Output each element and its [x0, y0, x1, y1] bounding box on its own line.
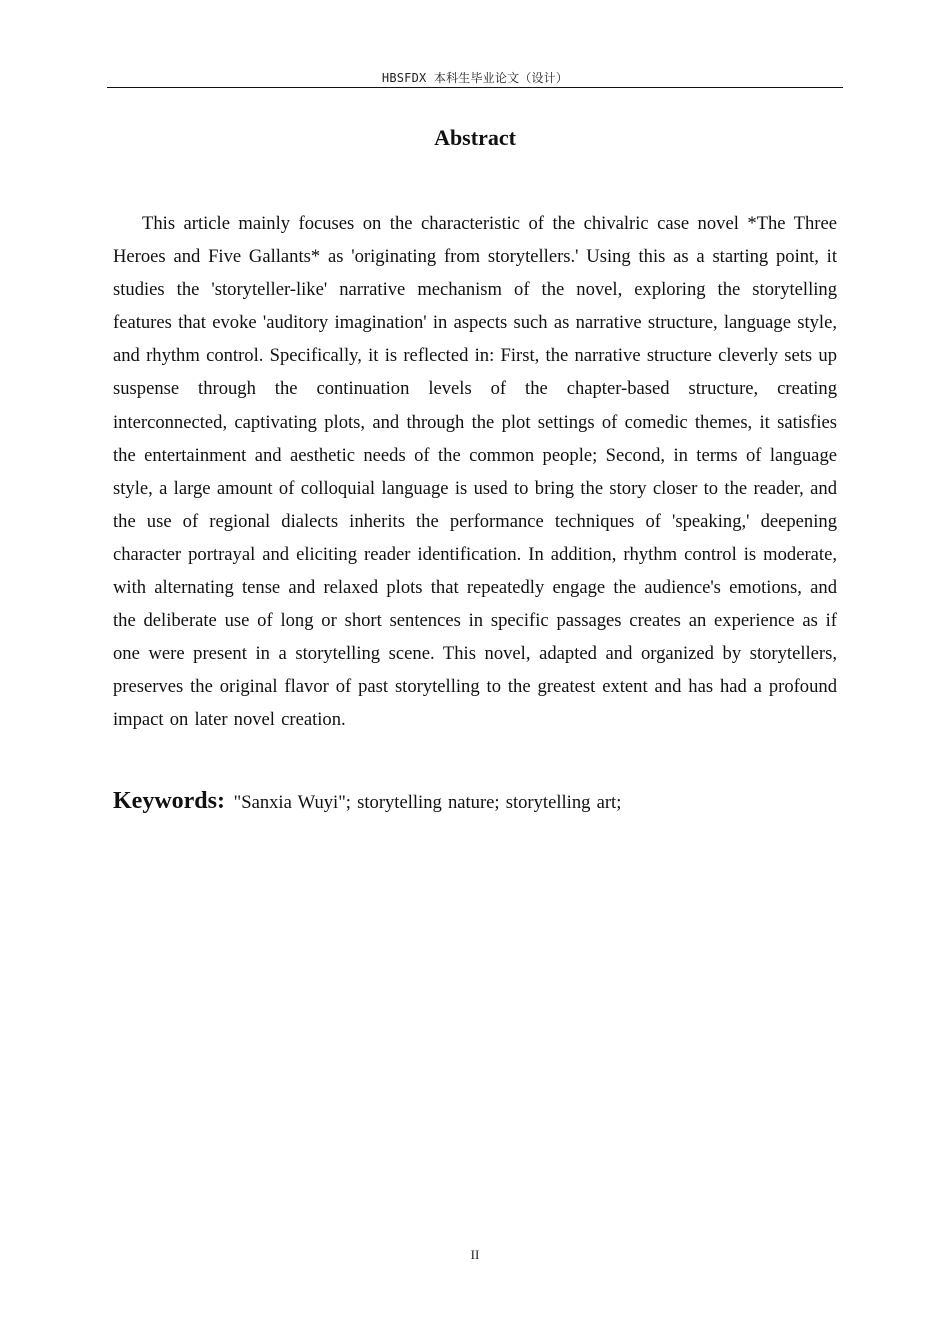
header-divider [107, 87, 843, 88]
abstract-paragraph: This article mainly focuses on the characteristic of the chivalric case novel *The Three Heroes and Five Gallants* as 'originating from storytellers.' Using this as a starting point, it studies the 'storyteller-like' narrative mechanism of the novel, exploring the storytelling features that evoke 'auditory imagination' in aspects such as narrative structure, language style, and rhythm control. Specifically, it is reflected in: First, the narrative structure cleverly sets up suspense through the continuation levels of the chapter-based structure, creating interconnected, captivating plots, and through the plot settings of comedic themes, it satisfies the entertainment and aesthetic needs of the common people; Second, in terms of language style, a large amount of colloquial language is used to bring the story closer to the reader, and the use of regional dialects inherits the performance techniques of 'speaking,' deepening character portrayal and eliciting reader identification. In addition, rhythm control is moderate, with alternating tense and relaxed plots that repeatedly engage the audience's emotions, and the deliberate use of long or short sentences in specific passages creates an experience as if one were present in a storytelling scene. This novel, adapted and organized by storytellers, preserves the original flavor of past storytelling to the greatest extent and has had a profound impact on later novel creation. [113, 213, 837, 731]
keywords-text: "Sanxia Wuyi"; storytelling nature; storytelling art; [233, 792, 622, 813]
abstract-heading: Abstract [434, 125, 516, 150]
page-number: II [470, 1247, 480, 1262]
keywords-line [113, 784, 837, 820]
running-header: HBSFDX 本科生毕业论文（设计） [381, 71, 569, 85]
keywords-label: Keywords: [113, 788, 225, 814]
